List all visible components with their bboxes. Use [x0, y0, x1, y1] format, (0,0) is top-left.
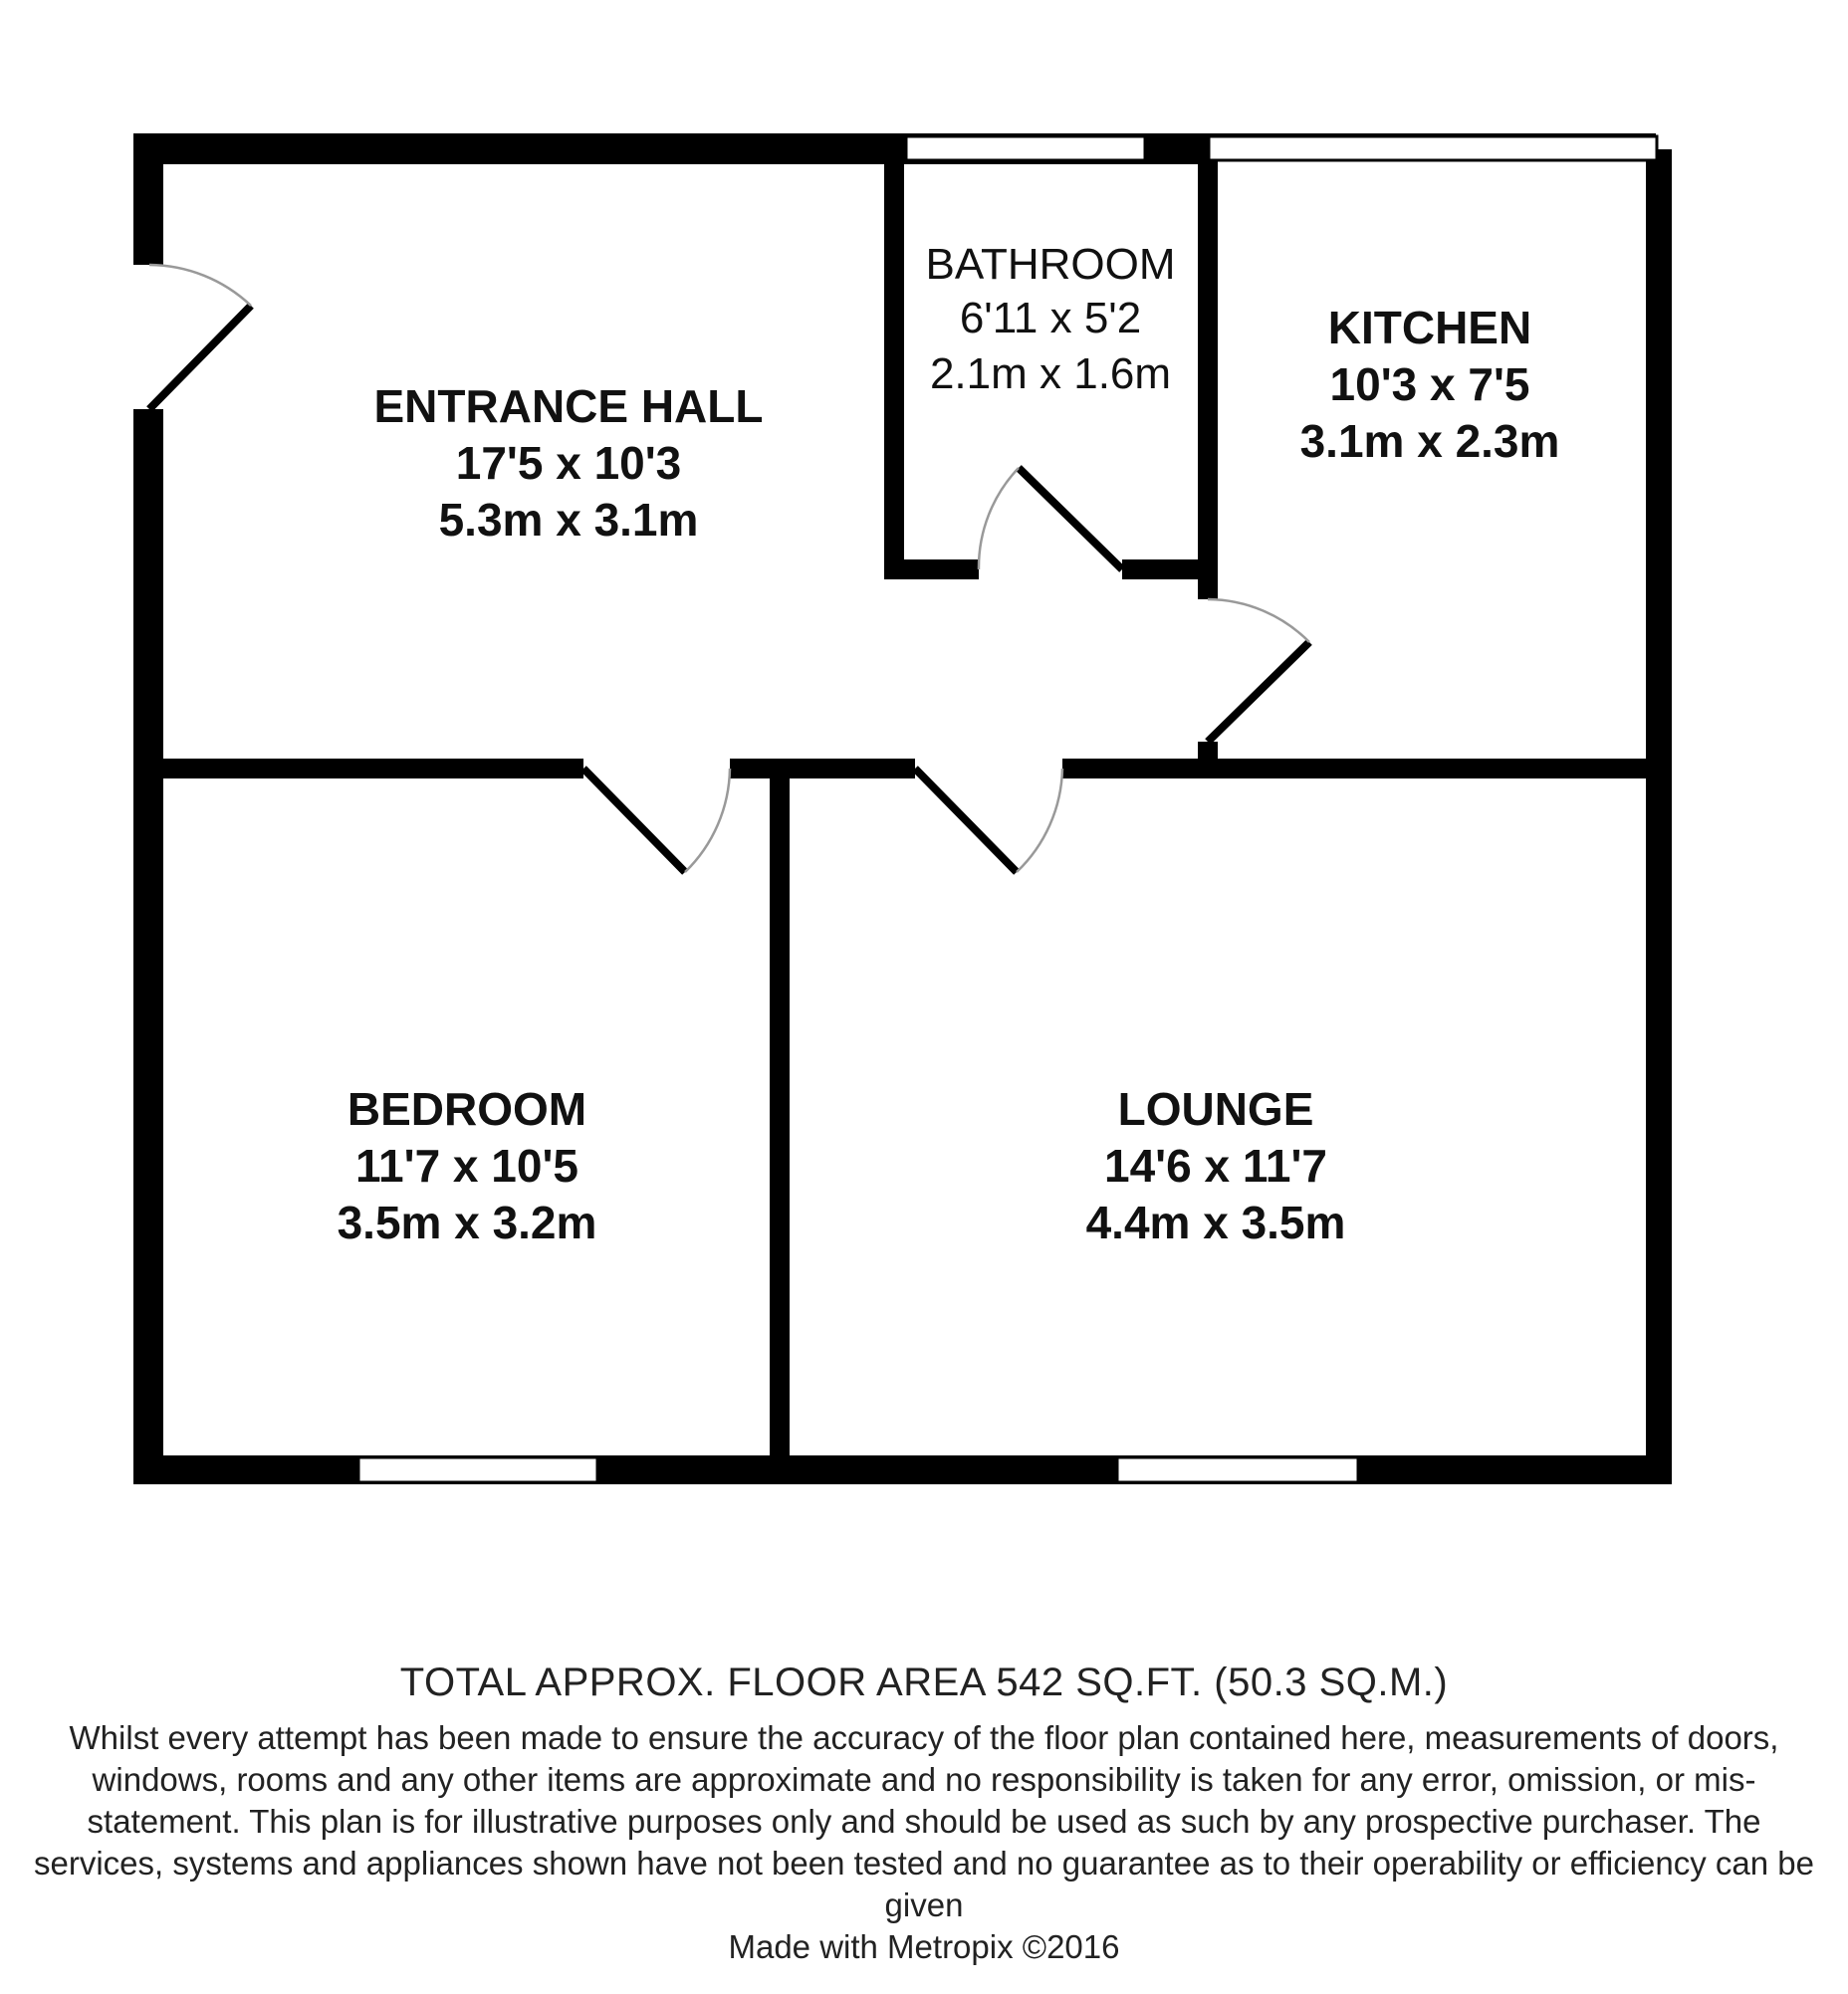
- wall-top-right-stub: [1140, 133, 1208, 164]
- door-entrance-leaf: [149, 306, 251, 409]
- bathroom-name: BATHROOM: [925, 240, 1176, 289]
- bedroom-metric: 3.5m x 3.2m: [337, 1197, 597, 1248]
- door-kitchen-swing: [1208, 599, 1309, 642]
- wall-divider-left: [133, 759, 583, 778]
- bathroom-metric: 2.1m x 1.6m: [929, 349, 1172, 398]
- total-floor-area: TOTAL APPROX. FLOOR AREA 542 SQ.FT. (50.3 SQ.M.): [399, 1661, 1449, 1704]
- lounge-metric: 4.4m x 3.5m: [1085, 1197, 1346, 1248]
- window-kitchen: [1209, 136, 1657, 160]
- footer: [20, 1661, 1828, 1968]
- kitchen-name: KITCHEN: [1327, 302, 1532, 353]
- disclaimer-text: Whilst every attempt has been made to ensure the accuracy of the floor plan contained here, measurements of doors, windows, rooms and any other items are approximate and no responsibility is taken for any error, omission, or mis-statement. This plan is for illustrative purposes only and should be used as such by any prospective purchaser. The services, systems and appliances shown have not been tested and no guarantee as to their operability or efficiency can be given: [34, 1719, 1814, 1923]
- made-with-credit: Made with Metropix ©2016: [728, 1928, 1120, 1965]
- door-bathroom-leaf: [1019, 468, 1122, 569]
- window-lounge: [1117, 1457, 1358, 1482]
- wall-bathroom-kitchen: [1198, 159, 1218, 599]
- wall-bathroom-bottom-left: [884, 559, 979, 579]
- door-lounge-leaf: [915, 769, 1017, 872]
- window-bathroom: [906, 136, 1145, 160]
- window-bedroom: [358, 1457, 597, 1482]
- bedroom-name: BEDROOM: [346, 1083, 587, 1135]
- wall-bedroom-lounge: [770, 772, 790, 1468]
- bedroom-imperial: 11'7 x 10'5: [355, 1140, 578, 1192]
- door-bathroom-swing: [979, 468, 1019, 569]
- lounge-name: LOUNGE: [1117, 1083, 1314, 1135]
- lounge-imperial: 14'6 x 11'7: [1104, 1140, 1327, 1192]
- wall-left-upper: [133, 133, 163, 265]
- wall-left-lower: [133, 409, 163, 1484]
- wall-right: [1646, 149, 1672, 1484]
- entrance-hall-metric: 5.3m x 3.1m: [438, 494, 699, 546]
- wall-divider-mid: [730, 759, 915, 778]
- door-lounge-swing: [1017, 769, 1062, 872]
- room-labels: [338, 240, 1560, 1248]
- wall-divider-right: [1062, 759, 1672, 778]
- door-kitchen-leaf: [1208, 642, 1309, 742]
- wall-bathroom-left: [884, 159, 904, 579]
- door-bedroom-leaf: [583, 769, 685, 872]
- entrance-hall-name: ENTRANCE HALL: [373, 380, 764, 432]
- door-entrance-swing: [149, 265, 251, 306]
- door-bedroom-swing: [685, 769, 730, 872]
- bathroom-imperial: 6'11 x 5'2: [959, 294, 1142, 342]
- kitchen-metric: 3.1m x 2.3m: [1299, 415, 1560, 467]
- kitchen-imperial: 10'3 x 7'5: [1329, 358, 1530, 410]
- entrance-hall-imperial: 17'5 x 10'3: [455, 437, 682, 489]
